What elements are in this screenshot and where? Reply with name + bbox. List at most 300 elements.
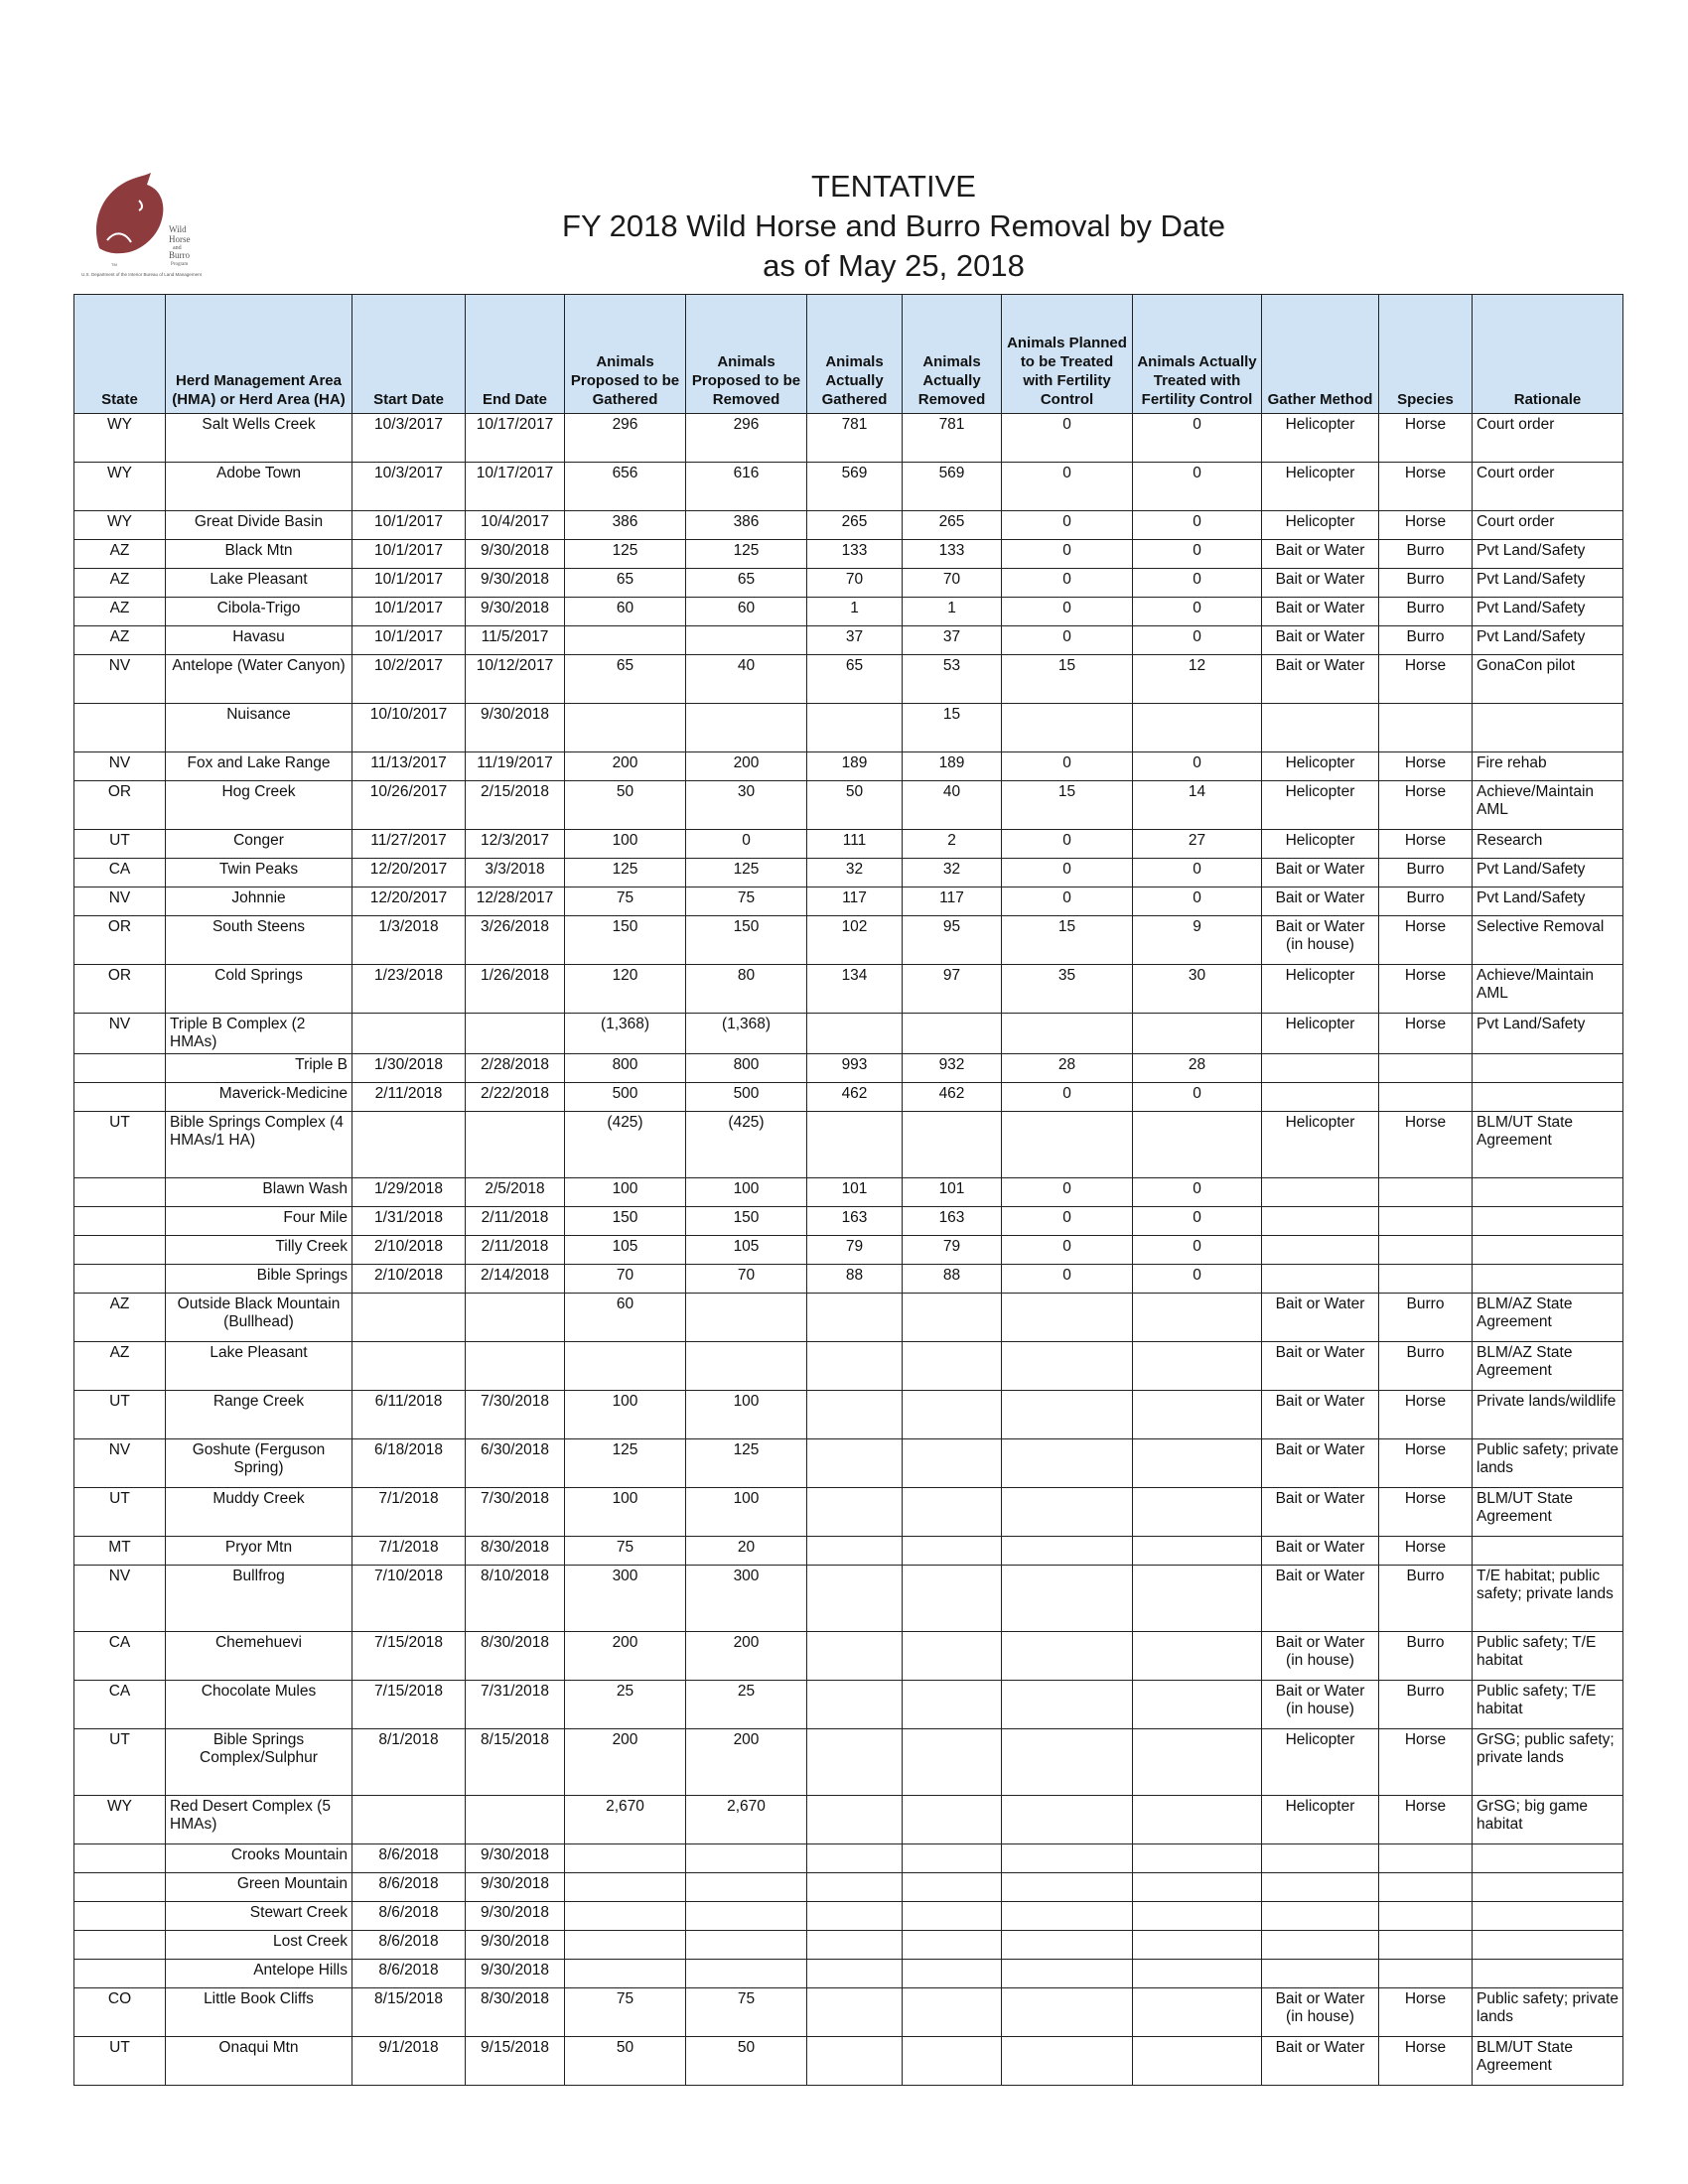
planned-treated-cell [1002, 1960, 1133, 1988]
actually-treated-cell [1133, 1391, 1262, 1439]
gather-method-cell: Helicopter [1262, 511, 1379, 540]
state-cell [74, 1844, 166, 1873]
gather-method-cell: Bait or Water [1262, 1342, 1379, 1391]
start-date-cell: 11/13/2017 [352, 752, 466, 781]
actually-treated-cell [1133, 1681, 1262, 1729]
end-date-cell: 2/11/2018 [466, 1207, 565, 1236]
hma-cell: Antelope Hills [166, 1960, 352, 1988]
proposed-gathered-cell: 200 [565, 1632, 686, 1681]
planned-treated-cell: 0 [1002, 511, 1133, 540]
planned-treated-cell: 0 [1002, 463, 1133, 511]
hma-cell: Green Mountain [166, 1873, 352, 1902]
logo-text-wild: Wild [169, 224, 187, 234]
table-row [74, 1083, 1623, 1112]
state-cell: AZ [74, 540, 166, 569]
gather-method-cell: Bait or Water (in house) [1262, 1988, 1379, 2037]
species-cell: Horse [1379, 1796, 1473, 1844]
table-row [74, 1054, 1623, 1083]
end-date-cell: 8/15/2018 [466, 1729, 565, 1796]
actually-treated-cell: 0 [1133, 1265, 1262, 1294]
actually-gathered-cell [807, 1988, 903, 2037]
start-date-cell: 8/6/2018 [352, 1960, 466, 1988]
species-cell: Horse [1379, 463, 1473, 511]
hma-cell: Antelope (Water Canyon) [166, 655, 352, 704]
table-row [74, 1796, 1623, 1844]
end-date-cell [466, 1294, 565, 1342]
actually-treated-cell [1133, 1566, 1262, 1632]
rationale-cell [1473, 704, 1623, 752]
actually-gathered-cell [807, 1537, 903, 1566]
start-date-cell: 7/1/2018 [352, 1488, 466, 1537]
actually-treated-cell: 0 [1133, 752, 1262, 781]
hma-cell: Pryor Mtn [166, 1537, 352, 1566]
gather-method-cell: Helicopter [1262, 1729, 1379, 1796]
actually-removed-cell [903, 1566, 1002, 1632]
proposed-removed-cell [686, 1931, 807, 1960]
actually-treated-cell [1133, 1537, 1262, 1566]
hma-cell: Adobe Town [166, 463, 352, 511]
planned-treated-cell [1002, 1873, 1133, 1902]
hma-cell: Lost Creek [166, 1931, 352, 1960]
actually-removed-cell [903, 1632, 1002, 1681]
hma-cell: Twin Peaks [166, 859, 352, 887]
proposed-gathered-cell: 75 [565, 1988, 686, 2037]
proposed-gathered-cell: 60 [565, 598, 686, 626]
species-cell [1379, 1960, 1473, 1988]
actually-gathered-cell: 163 [807, 1207, 903, 1236]
start-date-cell: 10/1/2017 [352, 569, 466, 598]
species-cell [1379, 1083, 1473, 1112]
actually-gathered-cell: 189 [807, 752, 903, 781]
gather-method-cell [1262, 1265, 1379, 1294]
proposed-removed-cell: 60 [686, 598, 807, 626]
logo-text-horse: Horse [169, 234, 191, 244]
end-date-cell: 8/30/2018 [466, 1988, 565, 2037]
rationale-cell: Private lands/wildlife [1473, 1391, 1623, 1439]
actually-treated-cell [1133, 2037, 1262, 2086]
proposed-gathered-cell: 50 [565, 2037, 686, 2086]
logo-text-and: and [173, 245, 182, 251]
table-row [74, 1873, 1623, 1902]
planned-treated-cell: 0 [1002, 1265, 1133, 1294]
rationale-cell: Pvt Land/Safety [1473, 540, 1623, 569]
start-date-cell: 12/20/2017 [352, 887, 466, 916]
state-cell: CO [74, 1988, 166, 2037]
actually-removed-cell [903, 1294, 1002, 1342]
start-date-cell: 1/3/2018 [352, 916, 466, 965]
proposed-gathered-cell: 100 [565, 830, 686, 859]
species-cell: Burro [1379, 1632, 1473, 1681]
state-cell: AZ [74, 569, 166, 598]
planned-treated-cell: 15 [1002, 916, 1133, 965]
rationale-cell: Court order [1473, 511, 1623, 540]
proposed-removed-cell [686, 1902, 807, 1931]
planned-treated-cell [1002, 1796, 1133, 1844]
end-date-cell [466, 1112, 565, 1178]
table-row [74, 1236, 1623, 1265]
state-cell [74, 1054, 166, 1083]
end-date-cell: 9/30/2018 [466, 598, 565, 626]
hma-cell: Bible Springs Complex/Sulphur [166, 1729, 352, 1796]
proposed-removed-cell [686, 1873, 807, 1902]
proposed-removed-cell: (425) [686, 1112, 807, 1178]
rationale-cell: Selective Removal [1473, 916, 1623, 965]
actually-treated-cell: 0 [1133, 1236, 1262, 1265]
proposed-gathered-cell: 100 [565, 1178, 686, 1207]
species-cell [1379, 1873, 1473, 1902]
rationale-cell: BLM/AZ State Agreement [1473, 1342, 1623, 1391]
species-cell [1379, 1207, 1473, 1236]
planned-treated-cell: 0 [1002, 830, 1133, 859]
gather-method-cell: Bait or Water [1262, 540, 1379, 569]
planned-treated-cell [1002, 1632, 1133, 1681]
hma-cell: Triple B [166, 1054, 352, 1083]
proposed-removed-cell: 300 [686, 1566, 807, 1632]
proposed-gathered-cell: 296 [565, 414, 686, 463]
hma-cell: Tilly Creek [166, 1236, 352, 1265]
planned-treated-cell [1002, 1988, 1133, 2037]
actually-gathered-cell: 70 [807, 569, 903, 598]
proposed-gathered-cell: 120 [565, 965, 686, 1014]
actually-treated-cell [1133, 704, 1262, 752]
gather-method-cell: Helicopter [1262, 752, 1379, 781]
state-cell: AZ [74, 626, 166, 655]
actually-gathered-cell [807, 2037, 903, 2086]
end-date-cell: 2/22/2018 [466, 1083, 565, 1112]
hma-cell: Crooks Mountain [166, 1844, 352, 1873]
table-row [74, 511, 1623, 540]
proposed-removed-cell: 70 [686, 1265, 807, 1294]
actually-gathered-cell [807, 1391, 903, 1439]
planned-treated-cell: 35 [1002, 965, 1133, 1014]
planned-treated-cell: 0 [1002, 752, 1133, 781]
gather-method-cell: Bait or Water [1262, 655, 1379, 704]
actually-treated-cell: 27 [1133, 830, 1262, 859]
rationale-cell [1473, 1873, 1623, 1902]
rationale-cell [1473, 1054, 1623, 1083]
end-date-cell: 7/30/2018 [466, 1488, 565, 1537]
rationale-cell: Pvt Land/Safety [1473, 598, 1623, 626]
species-cell: Burro [1379, 540, 1473, 569]
gather-method-cell: Bait or Water [1262, 1566, 1379, 1632]
start-date-cell: 7/15/2018 [352, 1681, 466, 1729]
table-row [74, 965, 1623, 1014]
actually-gathered-cell: 117 [807, 887, 903, 916]
planned-treated-cell [1002, 1294, 1133, 1342]
table-row [74, 1294, 1623, 1342]
state-cell [74, 704, 166, 752]
proposed-gathered-cell [565, 1342, 686, 1391]
proposed-gathered-cell: (1,368) [565, 1014, 686, 1054]
species-cell: Burro [1379, 887, 1473, 916]
gather-method-cell [1262, 1083, 1379, 1112]
rationale-cell [1473, 1960, 1623, 1988]
gather-method-cell [1262, 704, 1379, 752]
gather-method-cell [1262, 1960, 1379, 1988]
actually-gathered-cell: 32 [807, 859, 903, 887]
state-cell [74, 1931, 166, 1960]
rationale-cell [1473, 1931, 1623, 1960]
start-date-cell [352, 1796, 466, 1844]
column-header: Animals Proposed to be Removed [686, 295, 807, 414]
actually-gathered-cell [807, 1439, 903, 1488]
hma-cell: Stewart Creek [166, 1902, 352, 1931]
start-date-cell: 10/1/2017 [352, 626, 466, 655]
hma-cell: Great Divide Basin [166, 511, 352, 540]
state-cell: UT [74, 1391, 166, 1439]
planned-treated-cell: 0 [1002, 540, 1133, 569]
rationale-cell: Pvt Land/Safety [1473, 1014, 1623, 1054]
actually-removed-cell [903, 1439, 1002, 1488]
species-cell: Horse [1379, 1729, 1473, 1796]
actually-removed-cell [903, 1902, 1002, 1931]
species-cell: Horse [1379, 1988, 1473, 2037]
actually-removed-cell: 15 [903, 704, 1002, 752]
species-cell: Burro [1379, 569, 1473, 598]
table-row [74, 1729, 1623, 1796]
hma-cell: Muddy Creek [166, 1488, 352, 1537]
actually-treated-cell [1133, 1729, 1262, 1796]
state-cell: WY [74, 511, 166, 540]
planned-treated-cell: 0 [1002, 598, 1133, 626]
state-cell [74, 1083, 166, 1112]
planned-treated-cell [1002, 1902, 1133, 1931]
end-date-cell: 2/14/2018 [466, 1265, 565, 1294]
proposed-removed-cell: 0 [686, 830, 807, 859]
planned-treated-cell [1002, 1729, 1133, 1796]
hma-cell: Lake Pleasant [166, 569, 352, 598]
rationale-cell: Pvt Land/Safety [1473, 626, 1623, 655]
actually-gathered-cell: 101 [807, 1178, 903, 1207]
column-header: Start Date [352, 295, 466, 414]
actually-removed-cell [903, 1391, 1002, 1439]
state-cell: NV [74, 1439, 166, 1488]
actually-gathered-cell: 781 [807, 414, 903, 463]
start-date-cell [352, 1294, 466, 1342]
proposed-removed-cell: 800 [686, 1054, 807, 1083]
proposed-gathered-cell: 65 [565, 569, 686, 598]
actually-removed-cell [903, 1873, 1002, 1902]
actually-treated-cell [1133, 1632, 1262, 1681]
species-cell [1379, 1931, 1473, 1960]
planned-treated-cell [1002, 1488, 1133, 1537]
hma-cell: Chemehuevi [166, 1632, 352, 1681]
gather-method-cell [1262, 1873, 1379, 1902]
species-cell: Burro [1379, 626, 1473, 655]
removal-table [73, 294, 1623, 2086]
start-date-cell: 10/1/2017 [352, 598, 466, 626]
actually-gathered-cell [807, 1960, 903, 1988]
actually-gathered-cell [807, 1844, 903, 1873]
actually-gathered-cell: 993 [807, 1054, 903, 1083]
table-header-row [74, 295, 1623, 414]
gather-method-cell: Bait or Water [1262, 1294, 1379, 1342]
planned-treated-cell [1002, 1112, 1133, 1178]
start-date-cell [352, 1112, 466, 1178]
end-date-cell [466, 1014, 565, 1054]
state-cell: CA [74, 859, 166, 887]
actually-treated-cell [1133, 1988, 1262, 2037]
table-row [74, 916, 1623, 965]
species-cell [1379, 1178, 1473, 1207]
species-cell: Burro [1379, 1342, 1473, 1391]
planned-treated-cell: 0 [1002, 1083, 1133, 1112]
table-row [74, 1844, 1623, 1873]
state-cell: UT [74, 1488, 166, 1537]
rationale-cell: Public safety; T/E habitat [1473, 1632, 1623, 1681]
actually-removed-cell: 37 [903, 626, 1002, 655]
end-date-cell: 10/4/2017 [466, 511, 565, 540]
start-date-cell: 9/1/2018 [352, 2037, 466, 2086]
proposed-removed-cell: 2,670 [686, 1796, 807, 1844]
proposed-removed-cell: 200 [686, 1632, 807, 1681]
actually-removed-cell [903, 1960, 1002, 1988]
proposed-removed-cell: 500 [686, 1083, 807, 1112]
end-date-cell: 8/30/2018 [466, 1632, 565, 1681]
proposed-gathered-cell [565, 626, 686, 655]
start-date-cell [352, 1014, 466, 1054]
logo-agency-text: U.S. Department of the Interior Bureau of Land Management [81, 272, 202, 277]
state-cell [74, 1902, 166, 1931]
end-date-cell: 7/30/2018 [466, 1391, 565, 1439]
hma-cell: Havasu [166, 626, 352, 655]
planned-treated-cell [1002, 1391, 1133, 1439]
gather-method-cell [1262, 1902, 1379, 1931]
column-header: End Date [466, 295, 565, 414]
planned-treated-cell: 15 [1002, 655, 1133, 704]
proposed-gathered-cell [565, 1844, 686, 1873]
horse-head-icon [81, 171, 230, 282]
gather-method-cell [1262, 1236, 1379, 1265]
actually-gathered-cell [807, 1112, 903, 1178]
actually-removed-cell [903, 1112, 1002, 1178]
actually-treated-cell: 0 [1133, 887, 1262, 916]
table-row [74, 540, 1623, 569]
gather-method-cell: Bait or Water (in house) [1262, 916, 1379, 965]
actually-treated-cell: 0 [1133, 626, 1262, 655]
species-cell: Horse [1379, 2037, 1473, 2086]
end-date-cell: 9/15/2018 [466, 2037, 565, 2086]
actually-treated-cell [1133, 1796, 1262, 1844]
end-date-cell: 6/30/2018 [466, 1439, 565, 1488]
actually-treated-cell: 0 [1133, 569, 1262, 598]
end-date-cell: 3/26/2018 [466, 916, 565, 965]
column-header: Animals Proposed to be Gathered [565, 295, 686, 414]
end-date-cell: 10/12/2017 [466, 655, 565, 704]
gather-method-cell: Helicopter [1262, 414, 1379, 463]
start-date-cell: 10/1/2017 [352, 511, 466, 540]
proposed-removed-cell [686, 704, 807, 752]
actually-removed-cell: 189 [903, 752, 1002, 781]
actually-gathered-cell [807, 1796, 903, 1844]
actually-treated-cell [1133, 1014, 1262, 1054]
proposed-gathered-cell: 75 [565, 1537, 686, 1566]
actually-treated-cell: 0 [1133, 540, 1262, 569]
state-cell: UT [74, 830, 166, 859]
proposed-gathered-cell: 125 [565, 1439, 686, 1488]
actually-removed-cell [903, 1488, 1002, 1537]
species-cell: Horse [1379, 1112, 1473, 1178]
rationale-cell [1473, 1083, 1623, 1112]
actually-removed-cell [903, 1796, 1002, 1844]
actually-removed-cell: 2 [903, 830, 1002, 859]
rationale-cell: BLM/UT State Agreement [1473, 1112, 1623, 1178]
gather-method-cell [1262, 1207, 1379, 1236]
gather-method-cell: Helicopter [1262, 1796, 1379, 1844]
actually-gathered-cell [807, 1632, 903, 1681]
proposed-gathered-cell: 125 [565, 540, 686, 569]
gather-method-cell [1262, 1931, 1379, 1960]
actually-removed-cell [903, 2037, 1002, 2086]
table-row [74, 414, 1623, 463]
actually-removed-cell: 97 [903, 965, 1002, 1014]
gather-method-cell: Bait or Water (in house) [1262, 1632, 1379, 1681]
end-date-cell: 9/30/2018 [466, 569, 565, 598]
actually-gathered-cell: 569 [807, 463, 903, 511]
species-cell: Horse [1379, 511, 1473, 540]
gather-method-cell: Helicopter [1262, 781, 1379, 830]
start-date-cell: 6/18/2018 [352, 1439, 466, 1488]
state-cell: OR [74, 916, 166, 965]
state-cell [74, 1873, 166, 1902]
state-cell: NV [74, 887, 166, 916]
actually-gathered-cell: 50 [807, 781, 903, 830]
species-cell: Horse [1379, 1439, 1473, 1488]
actually-treated-cell: 0 [1133, 1207, 1262, 1236]
proposed-gathered-cell: 100 [565, 1488, 686, 1537]
column-header: Animals Actually Treated with Fertility Control [1133, 295, 1262, 414]
end-date-cell: 12/3/2017 [466, 830, 565, 859]
proposed-gathered-cell: 150 [565, 1207, 686, 1236]
start-date-cell: 11/27/2017 [352, 830, 466, 859]
hma-cell: Triple B Complex (2 HMAs) [166, 1014, 352, 1054]
rationale-cell [1473, 1178, 1623, 1207]
actually-treated-cell: 12 [1133, 655, 1262, 704]
planned-treated-cell [1002, 2037, 1133, 2086]
hma-cell: Cibola-Trigo [166, 598, 352, 626]
start-date-cell: 1/30/2018 [352, 1054, 466, 1083]
start-date-cell: 8/1/2018 [352, 1729, 466, 1796]
actually-gathered-cell: 1 [807, 598, 903, 626]
actually-gathered-cell [807, 704, 903, 752]
actually-gathered-cell [807, 1873, 903, 1902]
actually-treated-cell [1133, 1342, 1262, 1391]
actually-removed-cell [903, 1342, 1002, 1391]
table-row [74, 781, 1623, 830]
rationale-cell [1473, 1537, 1623, 1566]
actually-gathered-cell: 265 [807, 511, 903, 540]
state-cell: UT [74, 1729, 166, 1796]
end-date-cell: 10/17/2017 [466, 414, 565, 463]
proposed-removed-cell: 616 [686, 463, 807, 511]
end-date-cell: 8/30/2018 [466, 1537, 565, 1566]
state-cell: UT [74, 1112, 166, 1178]
planned-treated-cell [1002, 1014, 1133, 1054]
proposed-gathered-cell [565, 1931, 686, 1960]
species-cell [1379, 704, 1473, 752]
actually-treated-cell [1133, 1488, 1262, 1537]
proposed-gathered-cell: 105 [565, 1236, 686, 1265]
hma-cell: Johnnie [166, 887, 352, 916]
actually-gathered-cell: 102 [807, 916, 903, 965]
end-date-cell: 8/10/2018 [466, 1566, 565, 1632]
proposed-removed-cell [686, 1960, 807, 1988]
state-cell [74, 1236, 166, 1265]
actually-treated-cell: 14 [1133, 781, 1262, 830]
proposed-gathered-cell: 800 [565, 1054, 686, 1083]
proposed-removed-cell: 100 [686, 1488, 807, 1537]
proposed-gathered-cell: 386 [565, 511, 686, 540]
